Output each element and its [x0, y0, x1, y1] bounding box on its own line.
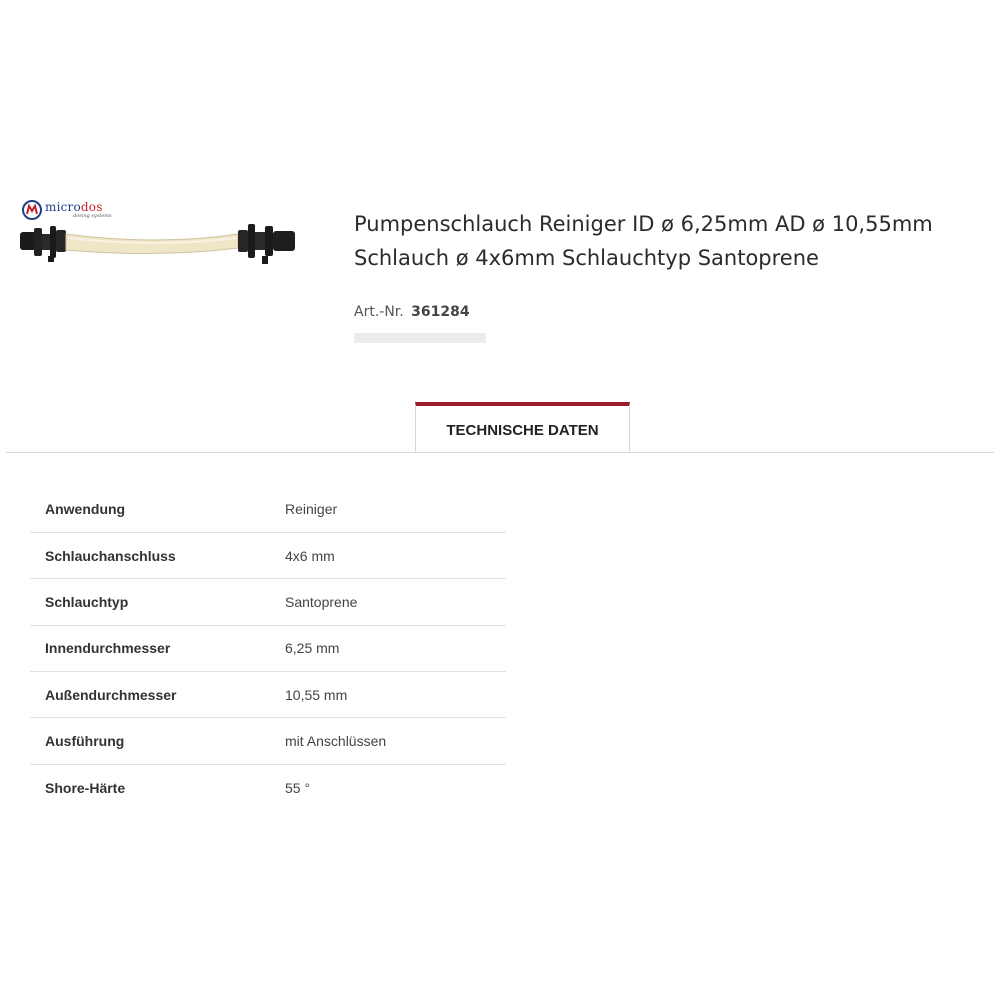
- spec-value: Santoprene: [285, 593, 358, 610]
- spec-key: Innendurchmesser: [45, 640, 171, 657]
- spec-key: Schlauchtyp: [45, 593, 129, 610]
- brand-name-part2: dos: [80, 200, 103, 214]
- spec-row: [30, 625, 506, 671]
- tab-bar-divider: [6, 452, 994, 453]
- product-image[interactable]: [18, 196, 313, 276]
- spec-value: Reiniger: [285, 500, 338, 517]
- spec-row: [30, 718, 506, 764]
- tab-technische-daten[interactable]: [415, 402, 630, 452]
- spec-row: [30, 672, 506, 718]
- price-placeholder: [354, 333, 486, 343]
- hose-illustration: [18, 220, 313, 276]
- spec-row: [30, 532, 506, 578]
- spec-row: [30, 764, 506, 810]
- article-label: Art.-Nr.: [354, 304, 404, 320]
- spec-key: Außendurchmesser: [45, 686, 177, 703]
- brand-name-part1: micro: [45, 200, 81, 214]
- spec-row: [30, 579, 506, 625]
- brand-logo: [22, 200, 112, 220]
- spec-value: 4x6 mm: [285, 547, 335, 564]
- spec-table: [30, 486, 506, 811]
- article-number: 361284: [411, 304, 470, 320]
- article-number-line: [354, 304, 470, 320]
- brand-tagline: dosing systems: [73, 213, 112, 219]
- spec-value: 6,25 mm: [285, 640, 340, 657]
- spec-value: 55 °: [285, 779, 311, 796]
- spec-value: 10,55 mm: [285, 686, 348, 703]
- product-title: [354, 207, 999, 275]
- brand-logo-icon: [22, 200, 42, 220]
- spec-key: Anwendung: [45, 500, 126, 517]
- tab-label: TECHNISCHE DATEN: [446, 421, 599, 439]
- spec-key: Schlauchanschluss: [45, 547, 176, 564]
- brand-name: [45, 201, 112, 213]
- product-title-line1: Pumpenschlauch Reiniger ID ø 6,25mm AD ø 10,55mm: [354, 212, 933, 236]
- spec-value: mit Anschlüssen: [285, 733, 387, 750]
- spec-row: [30, 486, 506, 532]
- spec-key: Ausführung: [45, 733, 125, 750]
- spec-key: Shore-Härte: [45, 779, 126, 796]
- product-title-line2: Schlauch ø 4x6mm Schlauchtyp Santoprene: [354, 246, 819, 270]
